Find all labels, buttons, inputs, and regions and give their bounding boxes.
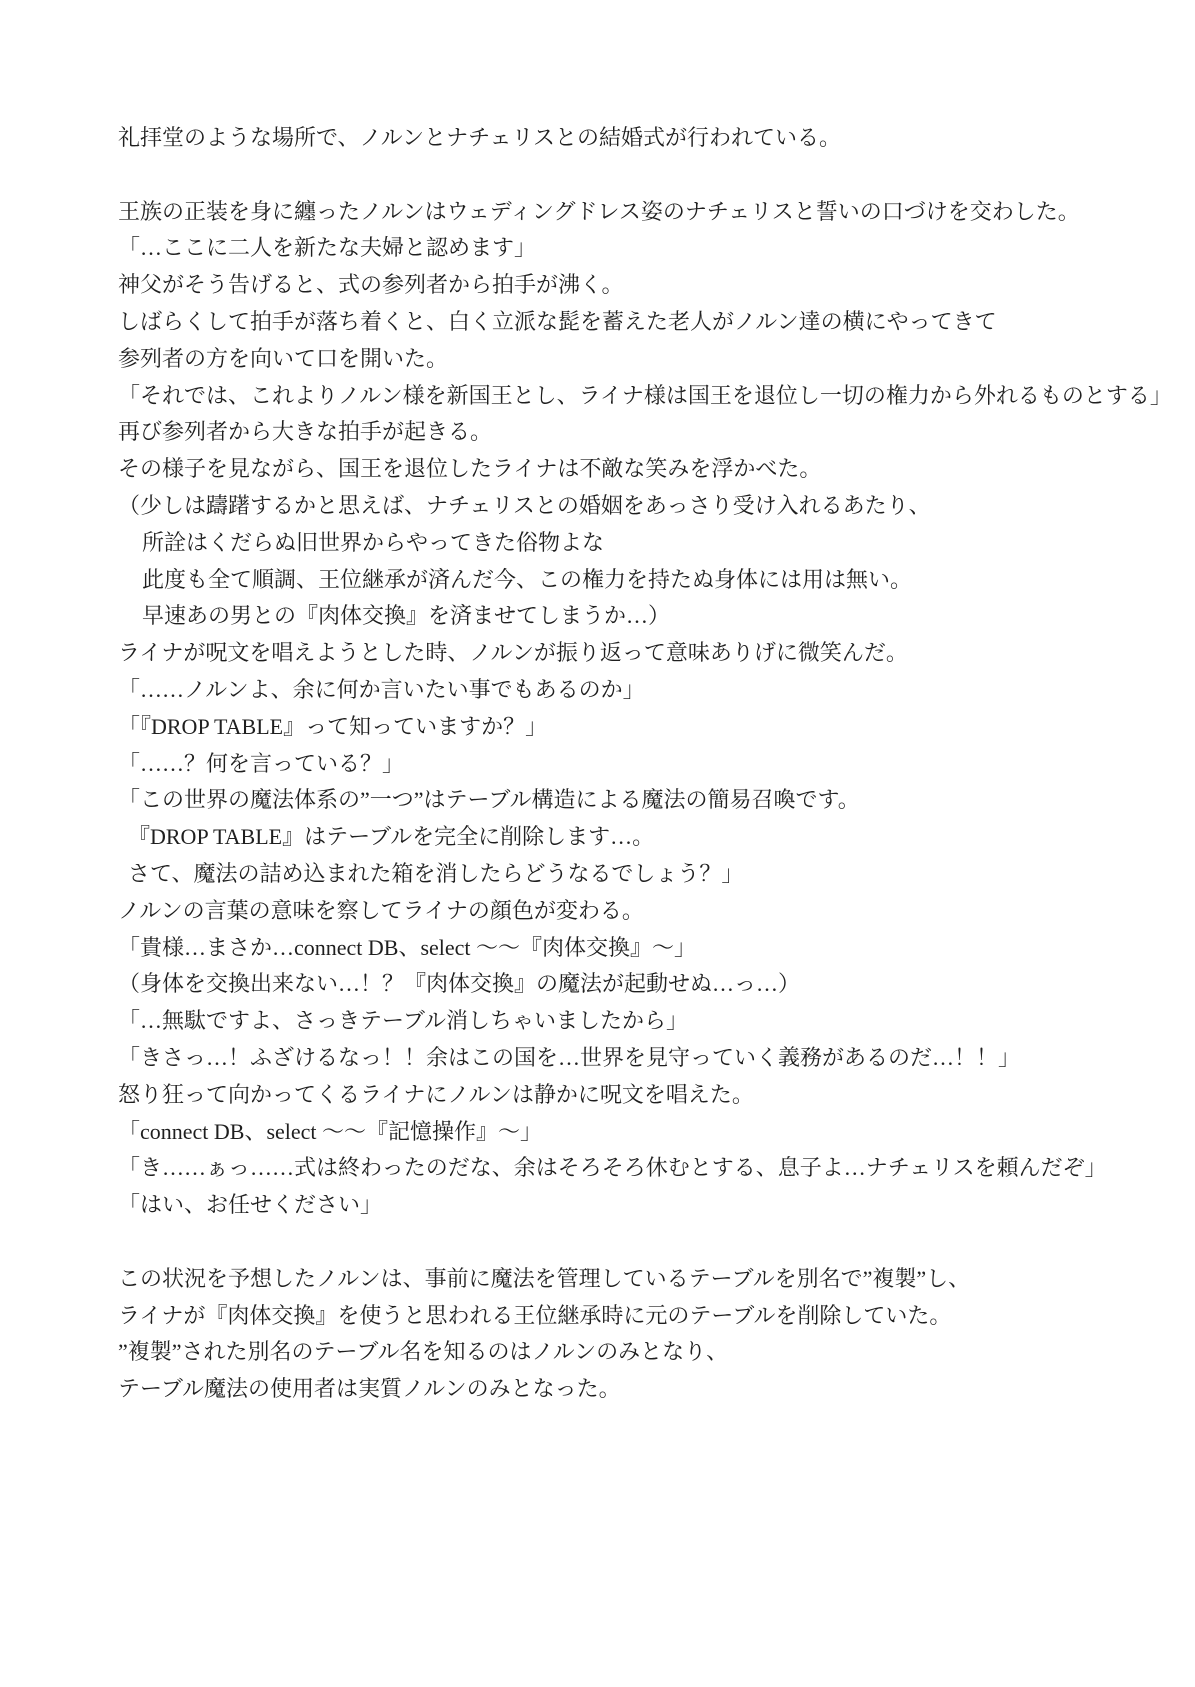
text-line: 再び参列者から大きな拍手が起きる。 — [118, 419, 493, 445]
text-line: 所詮はくだらぬ旧世界からやってきた俗物よな — [142, 529, 605, 555]
blank-line — [118, 1224, 1185, 1261]
text-line: 「この世界の魔法体系の”一つ”はテーブル構造による魔法の簡易召喚です。 — [118, 787, 860, 813]
text-line: 怒り狂って向かってくるライナにノルンは静かに呪文を唱えた。 — [118, 1081, 754, 1107]
text-line: テーブル魔法の使用者は実質ノルンのみとなった。 — [118, 1376, 621, 1402]
text-line: ノルンの言葉の意味を察してライナの顔色が変わる。 — [118, 897, 644, 923]
story-text — [118, 120, 1185, 1408]
text-line: 王族の正装を身に纏ったノルンはウェディングドレス姿のナチェリスと誓いの口づけを交わした。 — [118, 198, 1080, 224]
text-line: 「き……ぁっ……式は終わったのだな、余はそろそろ休むとする、息子よ…ナチェリスを頼んだぞ」 — [118, 1155, 1107, 1181]
text-line: さて、魔法の詰め込まれた箱を消したらどうなるでしょう？」 — [128, 860, 744, 886]
text-line: 「…ここに二人を新たな夫婦と認めます」 — [118, 235, 537, 261]
text-line: この状況を予想したノルンは、事前に魔法を管理しているテーブルを別名で”複製”し、 — [118, 1265, 971, 1291]
text-line: ライナが『肉体交換』を使うと思われる王位継承時に元のテーブルを削除していた。 — [118, 1302, 952, 1328]
text-line: ライナが呪文を唱えようとした時、ノルンが振り返って意味ありげに微笑んだ。 — [118, 640, 908, 666]
text-line: ”複製”された別名のテーブル名を知るのはノルンのみとなり、 — [118, 1339, 729, 1365]
text-line: 「それでは、これよりノルン様を新国王とし、ライナ様は国王を退位し一切の権力から外れるものとする」 — [118, 382, 1172, 408]
text-line: （身体を交換出来ない…！？『肉体交換』の魔法が起動せぬ…っ…） — [118, 971, 801, 997]
text-line: 礼拝堂のような場所で、ノルンとナチェリスとの結婚式が行われている。 — [118, 125, 842, 150]
text-line: 「…無駄ですよ、さっきテーブル消しちゃいましたから」 — [118, 1008, 689, 1034]
text-line: 「貴様…まさか…connect DB、select ～～『肉体交換』～」 — [118, 934, 697, 960]
text-line: 「……ノルンよ、余に何か言いたい事でもあるのか」 — [118, 676, 645, 702]
text-line: 「きさっ…！ふざけるなっ！！余はこの国を…世界を見守っていく義務があるのだ…！！」 — [118, 1044, 1021, 1070]
text-line: （少しは躊躇するかと思えば、ナチェリスとの婚姻をあっさり受け入れるあたり、 — [118, 492, 931, 518]
text-line: 早速あの男との『肉体交換』を済ませてしまうか…） — [142, 603, 671, 629]
text-line: 神父がそう告げると、式の参列者から拍手が沸く。 — [118, 272, 624, 298]
text-line: その様子を見ながら、国王を退位したライナは不敵な笑みを浮かべた。 — [118, 456, 822, 482]
text-line: 此度も全て順調、王位継承が済んだ今、この権力を持たぬ身体には用は無い。 — [142, 566, 913, 592]
text-line: 「connect DB、select ～～『記憶操作』～」 — [118, 1118, 543, 1144]
text-line: 「はい、お任せください」 — [118, 1192, 383, 1218]
text-line: 「……？何を言っている？」 — [118, 750, 405, 776]
text-line: 『DROP TABLE』はテーブルを完全に削除します…。 — [128, 824, 655, 850]
blank-line — [118, 157, 1185, 194]
text-line: 参列者の方を向いて口を開いた。 — [118, 345, 449, 371]
text-line: しばらくして拍手が落ち着くと、白く立派な髭を蓄えた老人がノルン達の横にやってきて — [118, 308, 997, 334]
text-line: 「『DROP TABLE』って知っていますか？」 — [118, 713, 548, 739]
